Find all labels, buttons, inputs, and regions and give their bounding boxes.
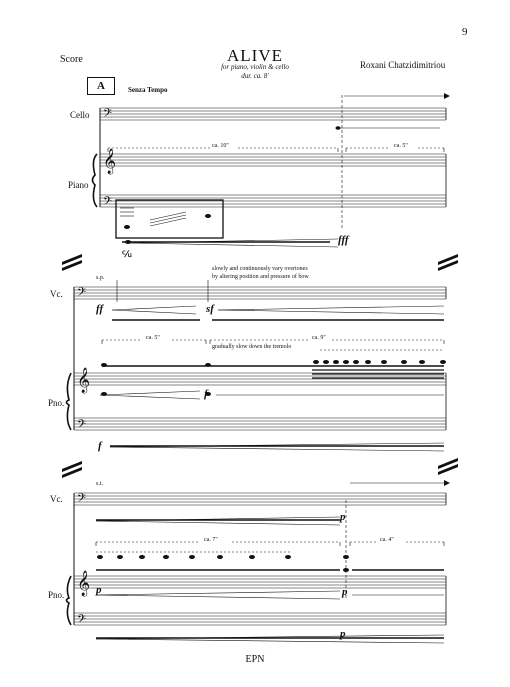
system2-piano-treble-staff [74, 373, 446, 385]
tempo-marking: Senza Tempo [128, 86, 168, 94]
system2-cello-staff [74, 287, 446, 299]
duration-label: ca. 9" [312, 335, 326, 341]
system1-piano-bass-staff [100, 195, 446, 207]
system3-piano-bass-staff [74, 613, 446, 625]
system3-piano-treble-staff [74, 576, 446, 588]
dynamic-marking: f [98, 440, 102, 452]
treble-clef-icon: 𝄞 [103, 149, 117, 174]
dynamic-marking: p [340, 511, 346, 523]
instrument-label-piano: Piano [68, 180, 89, 190]
dynamic-marking: p [342, 586, 348, 598]
performance-instruction: slowly and continuously vary overtones [212, 266, 308, 272]
tremolo-instruction: gradually slow down the tremolo [212, 344, 292, 350]
technique-label: s.p. [96, 275, 105, 281]
system1-piano-treble-staff [100, 154, 446, 166]
score-label: Score [60, 54, 83, 65]
piece-title: ALIVE [227, 46, 283, 65]
dynamic-marking: f [204, 388, 208, 400]
bass-clef-icon: 𝄢 [103, 195, 113, 211]
instrument-label-cello: Vc. [50, 494, 63, 504]
dynamic-marking: sf [206, 303, 214, 315]
bass-clef-icon: 𝄢 [77, 418, 87, 434]
piece-subtitle: for piano, violin & cello [221, 63, 289, 71]
dynamic-marking: fff [338, 234, 349, 246]
system1-cello-staff [100, 108, 446, 120]
bass-clef-icon: 𝄢 [77, 613, 87, 629]
page-number: 9 [462, 26, 468, 38]
bass-clef-icon: 𝄢 [77, 286, 87, 302]
duration-label: ca. 5" [146, 335, 160, 341]
dynamic-marking: p [340, 628, 346, 640]
instrument-label-cello: Vc. [50, 289, 63, 299]
performance-instruction: by altering position and pressure of bow [212, 274, 309, 280]
instrument-label-cello: Cello [70, 110, 90, 120]
instrument-label-piano: Pno. [48, 398, 65, 408]
instrument-label-piano: Pno. [48, 590, 65, 600]
treble-clef-icon: 𝄞 [77, 571, 91, 596]
bass-clef-icon: 𝄢 [77, 492, 87, 508]
duration-label: ca. 5" [394, 143, 408, 149]
publisher-footer: EPN [245, 654, 265, 665]
treble-clef-icon: 𝄞 [77, 368, 91, 393]
duration-label: ca. 7" [204, 537, 218, 543]
piece-duration: dur. ca. 8' [241, 72, 269, 80]
technique-label: s.t. [96, 481, 104, 487]
dynamic-marking: p [96, 584, 102, 596]
bass-clef-icon: 𝄢 [103, 107, 113, 123]
pedal-marking: ℆ [122, 249, 132, 259]
dynamic-marking: ff [96, 303, 104, 315]
system2-piano-bass-staff [74, 418, 446, 430]
duration-label: ca. 4" [380, 537, 394, 543]
composer-name: Roxani Chatzidimitriou [360, 60, 446, 70]
rehearsal-mark: A [87, 77, 115, 95]
duration-label: ca. 10" [212, 143, 229, 149]
system3-cello-staff [74, 493, 446, 505]
